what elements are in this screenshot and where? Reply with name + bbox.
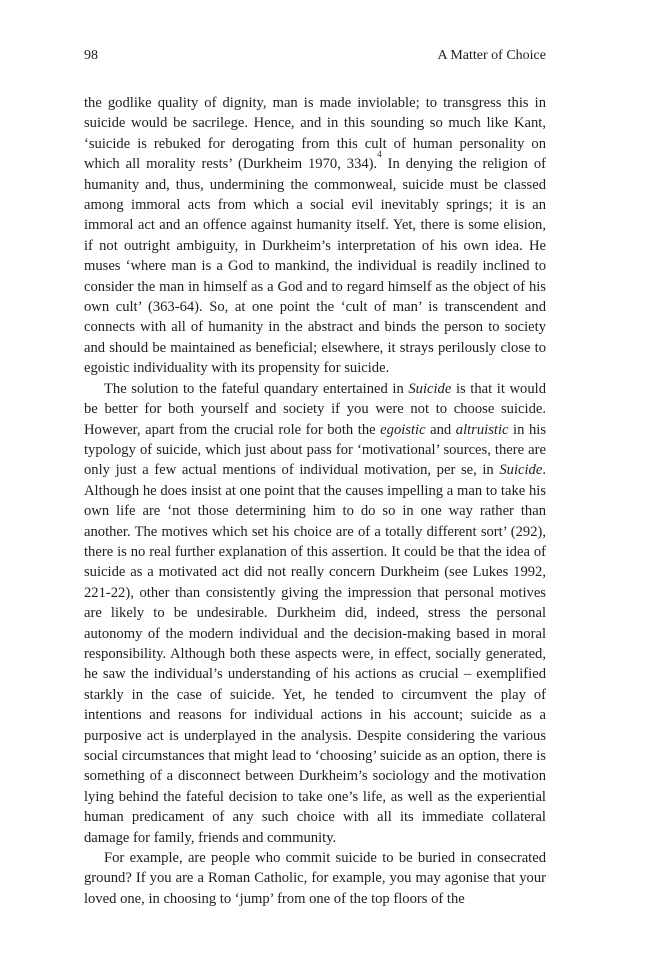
paragraph-2-text-2: is that it would be better for both yourself and society if you were not to choose suicide. However, apart from the crucial role for both the: [84, 380, 546, 438]
paragraph-3: [84, 848, 546, 909]
page-number: 98: [84, 48, 98, 63]
paragraph-2-text-5: . Although he does insist at one point that the causes impelling a man to take his own life are ‘not those determining him to do so in one way rather than another. The motives which set his choice are of a totally different sort’ (292), there is no real further explanation of this assertion. It could be that the idea of suicide as a motivated act did not really concern Durkheim (see Lukes 1992, 221-22), other than consistently giving the impression that personal motives are likely to be undesirable. Durkheim did, indeed, stress the personal autonomy of the modern individual and the decision-making based in moral responsibility. Although both these aspects were, in effect, socially generated, he saw the individual’s understanding of his actions as crucial – exemplified starkly in the case of suicide. Yet, he tended to circumvent the play of intentions and reasons for individual actions in his account; suicide as a purposive act is underplayed in the analysis. Despite considering the various social circumstances that might lead to ‘choosing’ suicide as an option, there is something of a disconnect between Durkheim’s sociology and the motivation lying behind the fateful decision to take one’s life, as well as the experiential human predicament of any such choice with all its immediate collateral damage for family, friends and community.: [84, 462, 546, 846]
paragraph-2-text-1: The solution to the fateful quandary entertained in: [104, 380, 409, 397]
italic-suicide-title-1: Suicide: [408, 380, 452, 397]
italic-altruistic: altruistic: [455, 421, 509, 438]
paragraph-2-text-3: and: [425, 421, 456, 438]
paragraph-1: [84, 93, 546, 379]
italic-egoistic: egoistic: [380, 421, 426, 438]
body-text: [84, 93, 546, 909]
footnote-reference: 4: [377, 149, 382, 160]
italic-suicide-title-2: Suicide: [499, 462, 543, 479]
page-header: [84, 46, 546, 66]
paragraph-3-text: For example, are people who commit suicide to be buried in consecrated ground? If you are a Roman Catholic, for example, you may agonise that your loved one, in choosing to ‘jump’ from one of the top floors of the: [84, 850, 546, 907]
running-title: A Matter of Choice: [437, 48, 546, 63]
paragraph-2: [84, 379, 546, 848]
paragraph-2-text-4: in his typology of suicide, which just about pass for ‘motivational’ sources, there are only just a few actual mentions of individual motivation, per se, in: [84, 421, 546, 479]
paragraph-1-text-b: In denying the religion of humanity and, thus, undermining the commonweal, suicide must be classed among immoral acts from which a social evil inevitably springs; it is an immoral act and an offence against humanity itself. Yet, there is some elision, if not outright ambiguity, in Durkheim’s interpretation of his own idea. He muses ‘where man is a God to mankind, the individual is readily inclined to consider the man in himself as a God and to regard himself as the object of his own cult’ (363-64). So, at one point the ‘cult of man’ is transcendent and connects with all of humanity in the abstract and binds the person to society and should be maintained as beneficial; elsewhere, it strays perilously close to egoistic individuality with its propensity for suicide.: [84, 156, 547, 377]
paragraph-1-text-a: the godlike quality of dignity, man is made inviolable; to transgress this in suicide would be sacrilege. Hence, and in this sounding so much like Kant, ‘suicide is rebuked for derogating from this cult of human personality on which all morality rests’ (Durkheim 1970, 334).: [84, 95, 546, 173]
